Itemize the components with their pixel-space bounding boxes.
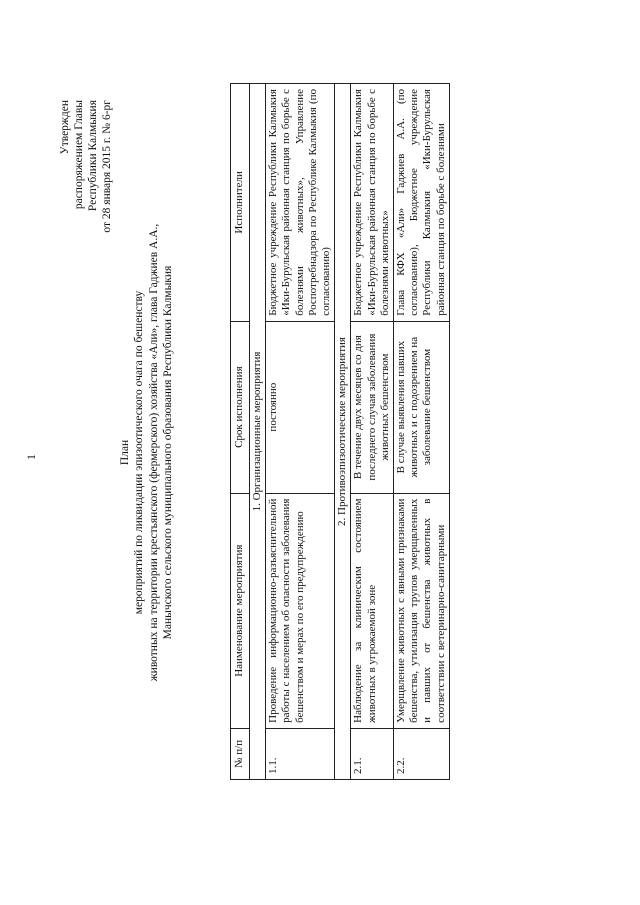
column-header-term: Срок исполнения (231, 321, 250, 493)
measure-executors: Бюджетное учреждение Республики Калмыкия «Ики-Бурульская районная станция по борьбе с болезнями животных» (351, 84, 394, 322)
table-row (266, 84, 335, 780)
measure-term: В течение двух месяцев со дня последнего случая заболевания животных бешенством (351, 321, 394, 493)
row-number: 2.1. (351, 728, 394, 779)
row-number: 1.1. (266, 728, 335, 779)
column-header-number: № п/п (231, 728, 250, 779)
section-title: 1. Организационные мероприятия (250, 84, 266, 780)
column-header-name: Наименование мероприятия (231, 493, 250, 728)
heading-line: животных на территории крестьянского (фермерского) хозяйства «Али», глава Гаджиев А.А., (147, 223, 160, 682)
column-header-executors: Исполнители (231, 84, 250, 322)
approval-line: Республики Калмыкия (87, 100, 99, 212)
measure-executors: Бюджетное учреждение Республики Калмыкия «Ики-Бурульская районная станция по борьбе с болезнями животных», Управление Роспотребнадзора по Республике Калмыкия (по согласованию) (266, 84, 335, 322)
measure-name: Умерщвление животных с явными признаками бешенства, утилизация трупов умерщвленных и павших от бешенства животных в соответствии с ветеринарно-санитарными (394, 493, 450, 728)
measure-term: В случае выявления павших животных и с подозрением на заболевание бешенством (394, 321, 450, 493)
document-heading (118, 0, 176, 905)
table-row (351, 84, 394, 780)
row-number: 2.2. (394, 728, 450, 779)
page-number: 1 (24, 454, 38, 460)
document-title: План (119, 439, 131, 466)
heading-line: Манычского сельского муниципального образования Республики Калмыкия (162, 265, 175, 640)
section-title: 2. Противоэпизоотические мероприятия (335, 84, 351, 780)
approval-line: распоряжением Главы (73, 100, 85, 210)
section-row (335, 84, 351, 780)
approval-block (58, 100, 114, 233)
measure-term: постоянно (266, 321, 335, 493)
approval-line: Утвержден (59, 100, 71, 155)
table-header-row (231, 84, 250, 780)
measures-table (230, 83, 450, 780)
approval-date: от 28 января 2015 г. № 6-рг (101, 100, 113, 233)
measure-executors: Глава КФХ «Али» Гаджиев А.А. (по согласованию), Бюджетное учреждение Республики Калмыкия «Ики-Бурульская районная станция по борьбе с болезнями (394, 84, 450, 322)
table-row (394, 84, 450, 780)
measure-name: Наблюдение за клиническим состоянием животных в угрожаемой зоне (351, 493, 394, 728)
measure-name: Проведение информационно-разъяснительной работы с населением об опасности заболевания бешенством и мерах по его предупреждению (266, 493, 335, 728)
heading-line: мероприятий по ликвидации эпизоотического очага по бешенству (133, 290, 146, 615)
section-row (250, 84, 266, 780)
